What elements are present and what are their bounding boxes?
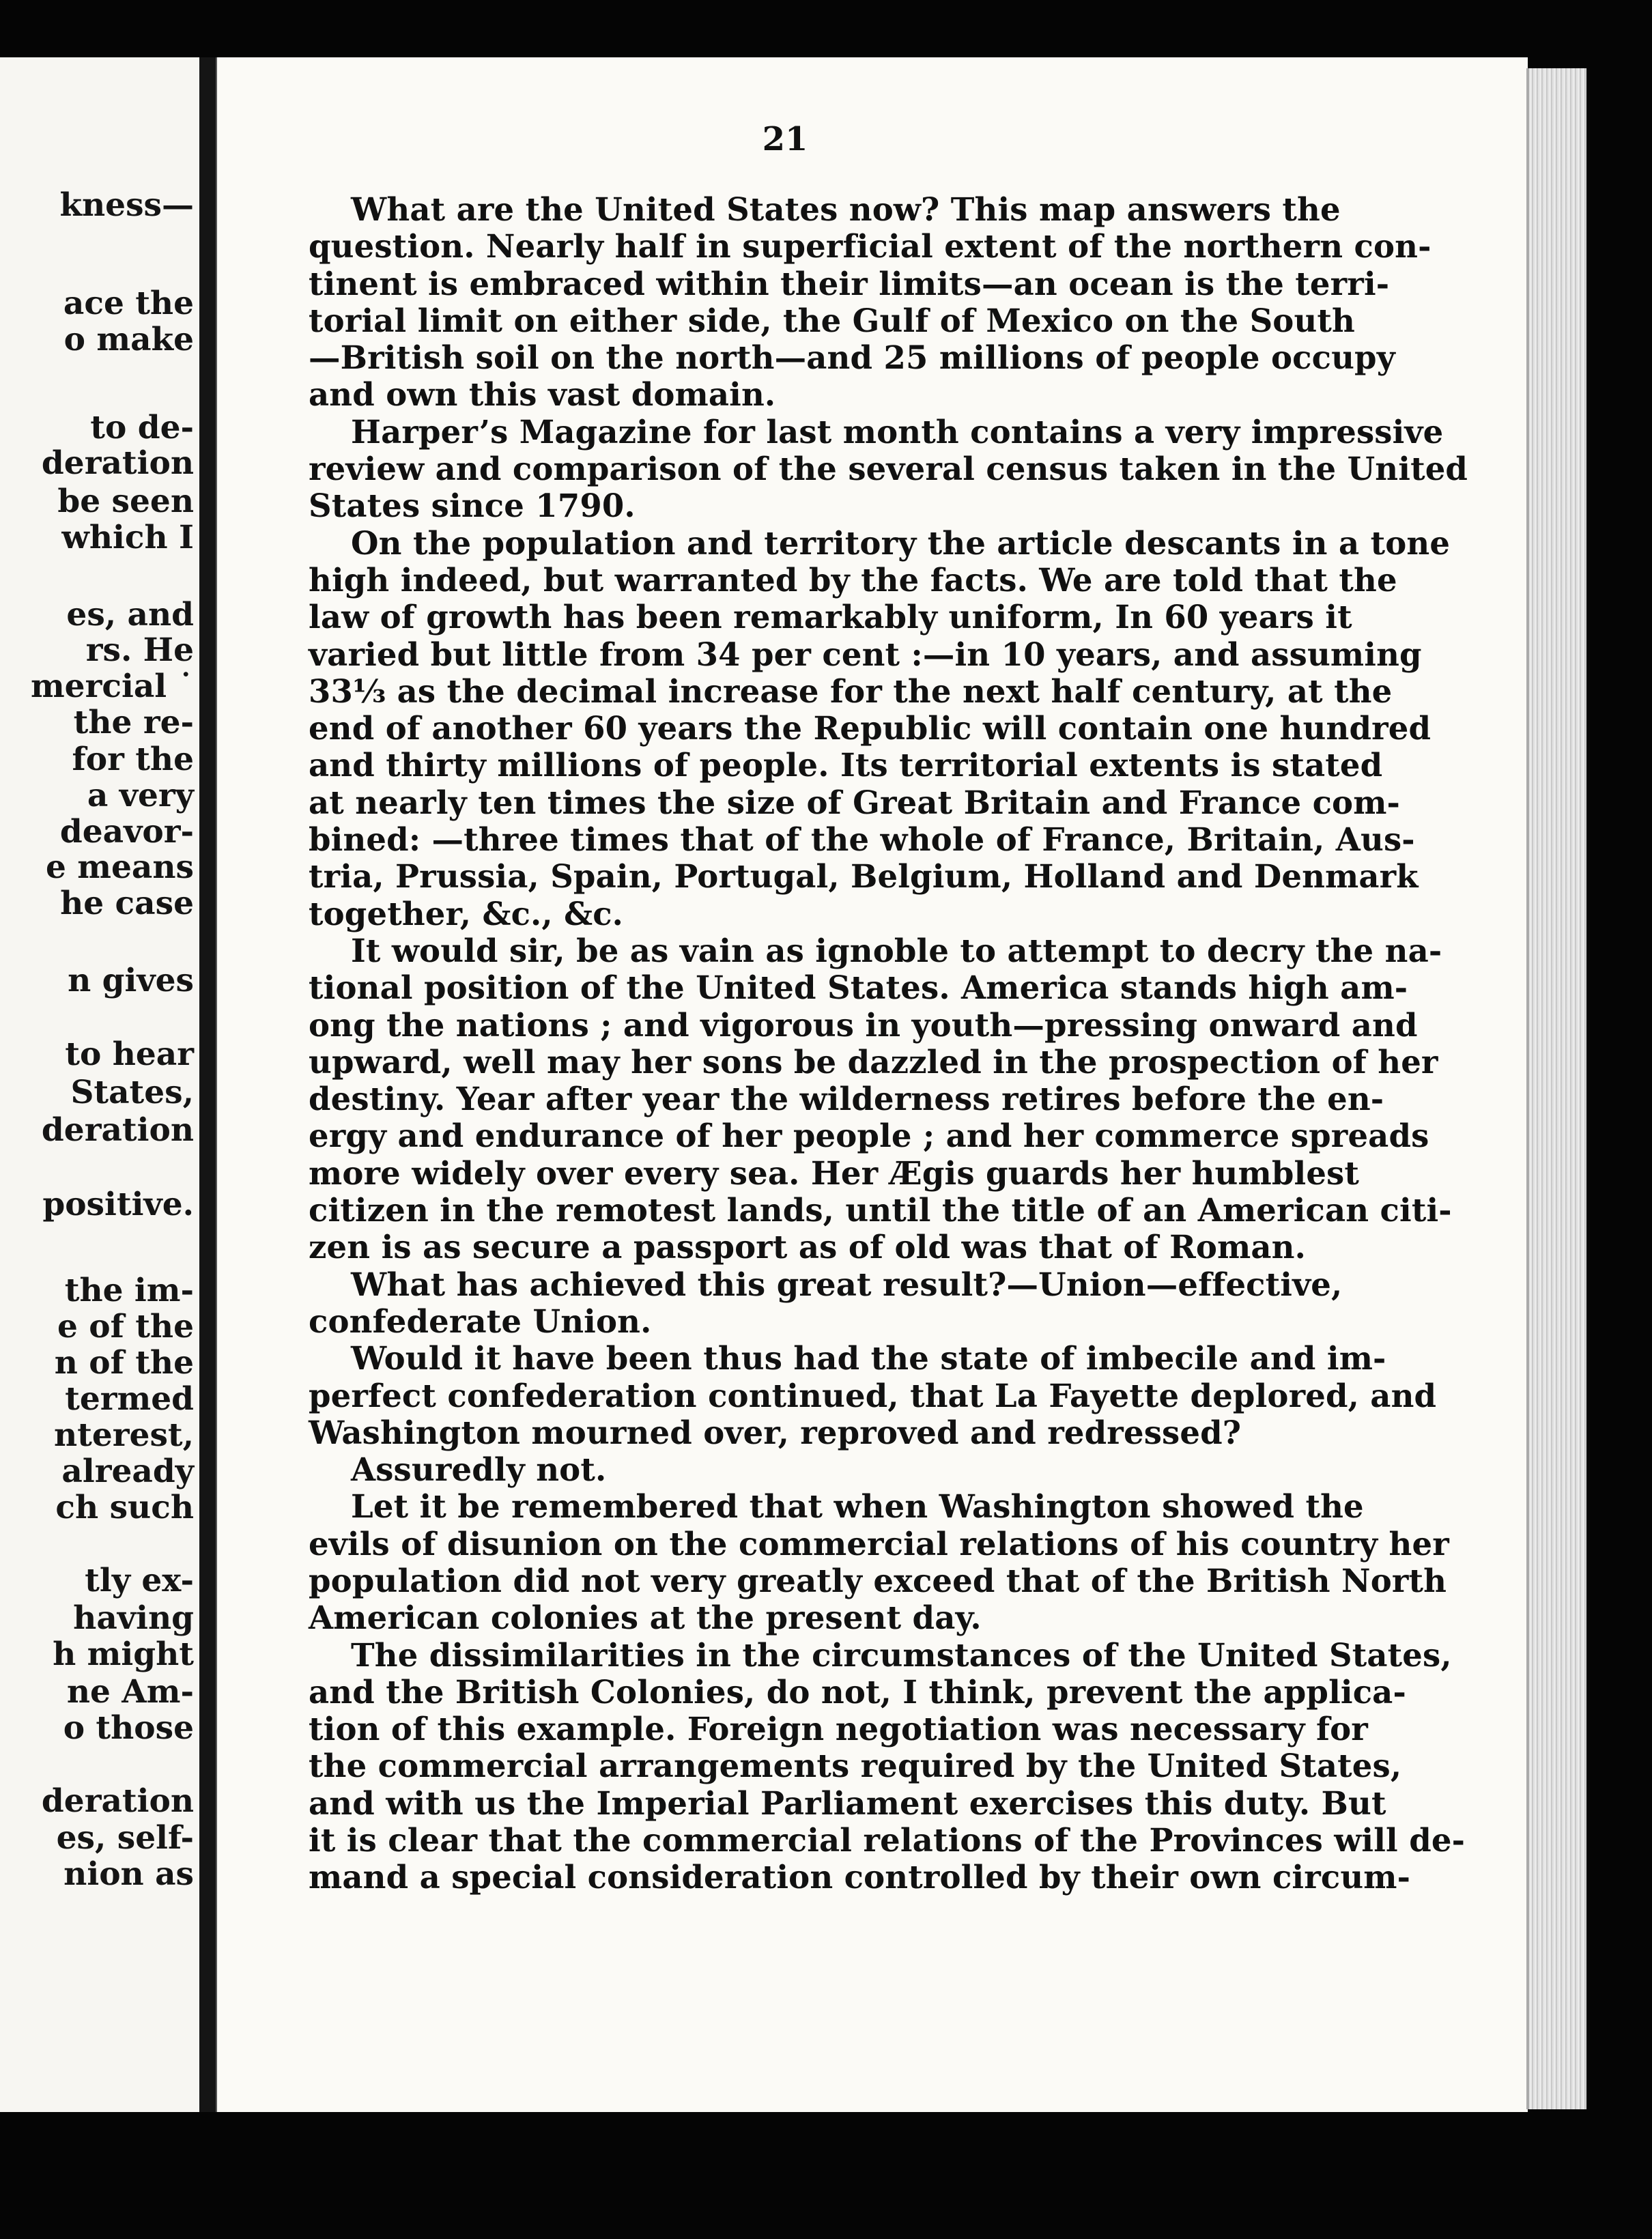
- text-line: confederate Union.: [309, 1302, 652, 1340]
- left-page-text-fragment: to hear: [65, 1036, 194, 1073]
- text-line: What are the United States now? This map answers the: [351, 190, 1341, 228]
- text-line: destiny. Year after year the wilderness retires before the en-: [309, 1080, 1384, 1118]
- left-page-text-fragment: having: [73, 1599, 194, 1637]
- text-line: tria, Prussia, Spain, Portugal, Belgium, Holland and Denmark: [309, 857, 1419, 896]
- left-page-text-fragment: n gives: [68, 962, 194, 999]
- left-page-text-fragment: deration: [41, 1782, 194, 1820]
- left-page-text-fragment: to de-: [90, 409, 194, 446]
- text-line: bined: —three times that of the whole of France, Britain, Aus-: [309, 821, 1415, 859]
- text-line: population did not very greatly exceed that of the British North: [309, 1561, 1447, 1599]
- text-line: ong the nations ; and vigorous in youth—pressing onward and: [309, 1006, 1418, 1044]
- left-page-text-fragment: nion as: [63, 1855, 194, 1893]
- text-line: question. Nearly half in superficial extent of the northern con-: [309, 227, 1432, 266]
- text-line: zen is as secure a passport as of old was that of Roman.: [309, 1228, 1306, 1266]
- body-text: [309, 190, 1468, 1896]
- left-page-text-fragment: termed: [65, 1380, 194, 1418]
- text-line: —British soil on the north—and 25 millions of people occupy: [309, 339, 1395, 377]
- text-line: and with us the Imperial Parliament exercises this duty. But: [309, 1784, 1386, 1822]
- page-edges: [1526, 68, 1586, 2109]
- text-line: tional position of the United States. America stands high am-: [309, 969, 1408, 1007]
- text-line: torial limit on either side, the Gulf of Mexico on the South: [309, 301, 1356, 339]
- text-line: the commercial arrangements required by the United States,: [309, 1747, 1402, 1785]
- left-page-text-fragment: h might: [53, 1636, 194, 1673]
- left-page-text-fragment: ch such: [55, 1489, 194, 1526]
- left-page-text-fragment: which I: [61, 519, 194, 556]
- text-line: varied but little from 34 per cent :—in 10 years, and assuming: [309, 635, 1422, 673]
- text-line: evils of disunion on the commercial relations of his country her: [309, 1524, 1449, 1563]
- text-line: Washington mourned over, reproved and redressed?: [309, 1413, 1242, 1451]
- left-page-text-fragment: n of the: [54, 1344, 194, 1382]
- text-line: together, &c., &c.: [309, 894, 624, 932]
- left-page-text-fragment: ace the: [63, 285, 194, 322]
- left-page-text-fragment: o those: [63, 1709, 194, 1747]
- text-line: Assuredly not.: [351, 1451, 607, 1489]
- left-page-fragment: [0, 57, 201, 2112]
- text-line: high indeed, but warranted by the facts. We are told that the: [309, 560, 1397, 599]
- text-line: What has achieved this great result?—Union—effective,: [351, 1265, 1343, 1303]
- text-line: States since 1790.: [309, 487, 636, 525]
- text-line: citizen in the remotest lands, until the title of an American citi-: [309, 1191, 1452, 1229]
- left-page-text-fragment: tly ex-: [85, 1562, 194, 1599]
- left-page-text-fragment: positive.: [42, 1186, 194, 1223]
- text-line: upward, well may her sons be dazzled in the prospection of her: [309, 1042, 1438, 1081]
- left-page-text-fragment: o make: [63, 321, 194, 358]
- text-line: 33⅓ as the decimal increase for the next half century, at the: [309, 672, 1393, 710]
- text-line: ergy and endurance of her people ; and her commerce spreads: [309, 1117, 1429, 1155]
- left-page-text-fragment: deration: [41, 444, 194, 482]
- text-line: and thirty millions of people. Its territorial extents is stated: [309, 746, 1383, 784]
- left-page-text-fragment: es, and: [66, 596, 194, 633]
- left-page-text-fragment: a very: [87, 777, 194, 814]
- left-page-text-fragment: e of the: [57, 1308, 194, 1345]
- left-page-text-fragment: e means: [46, 848, 194, 886]
- text-line: Would it have been thus had the state of imbecile and im-: [351, 1339, 1386, 1378]
- text-line: more widely over every sea. Her Ægis guards her humblest: [309, 1154, 1360, 1192]
- left-page-text-fragment: es, self-: [56, 1819, 194, 1857]
- text-line: at nearly ten times the size of Great Britain and France com-: [309, 783, 1401, 821]
- text-line: tinent is embraced within their limits—an ocean is the terri-: [309, 264, 1390, 302]
- text-line: perfect confederation continued, that La Fayette deplored, and: [309, 1376, 1437, 1414]
- text-line: Let it be remembered that when Washington showed the: [351, 1487, 1364, 1526]
- text-line: tion of this example. Foreign negotiation was necessary for: [309, 1710, 1368, 1748]
- left-page-text-fragment: mercial ˙: [30, 668, 194, 705]
- left-page-text-fragment: States,: [70, 1074, 194, 1111]
- text-line: end of another 60 years the Republic will contain one hundred: [309, 709, 1432, 747]
- text-line: American colonies at the present day.: [309, 1599, 982, 1637]
- text-line: law of growth has been remarkably uniform, In 60 years it: [309, 598, 1352, 636]
- left-page-text-fragment: the re-: [73, 704, 194, 741]
- left-page-text-fragment: rs. He: [85, 631, 194, 669]
- left-page-text-fragment: nterest,: [54, 1416, 194, 1454]
- text-line: The dissimilarities in the circumstances of the United States,: [351, 1636, 1452, 1674]
- text-line: it is clear that the commercial relations of the Provinces will de-: [309, 1821, 1466, 1859]
- page-number: 21: [762, 120, 808, 158]
- text-line: Harper’s Magazine for last month contains a very impressive: [351, 412, 1444, 451]
- left-page-text-fragment: deration: [41, 1111, 194, 1149]
- text-line: and the British Colonies, do not, I think, prevent the applica-: [309, 1672, 1406, 1711]
- text-line: and own this vast domain.: [309, 375, 776, 414]
- text-line: It would sir, be as vain as ignoble to attempt to decry the na-: [351, 931, 1442, 969]
- text-line: review and comparison of the several census taken in the United: [309, 450, 1468, 488]
- left-page-text-fragment: already: [61, 1453, 194, 1490]
- left-page-text-fragment: be seen: [57, 483, 194, 520]
- left-page-text-fragment: ne Am-: [66, 1673, 194, 1711]
- left-page-text-fragment: for the: [72, 741, 194, 778]
- left-page-text-fragment: deavor-: [59, 813, 194, 851]
- text-line: On the population and territory the article descants in a tone: [351, 524, 1451, 562]
- text-line: mand a special consideration controlled by their own circum-: [309, 1858, 1411, 1896]
- left-page-text-fragment: kness—: [59, 186, 194, 224]
- left-page-text-fragment: the im-: [64, 1272, 194, 1309]
- book-gutter: [199, 57, 216, 2112]
- left-page-text-fragment: he case: [60, 885, 194, 922]
